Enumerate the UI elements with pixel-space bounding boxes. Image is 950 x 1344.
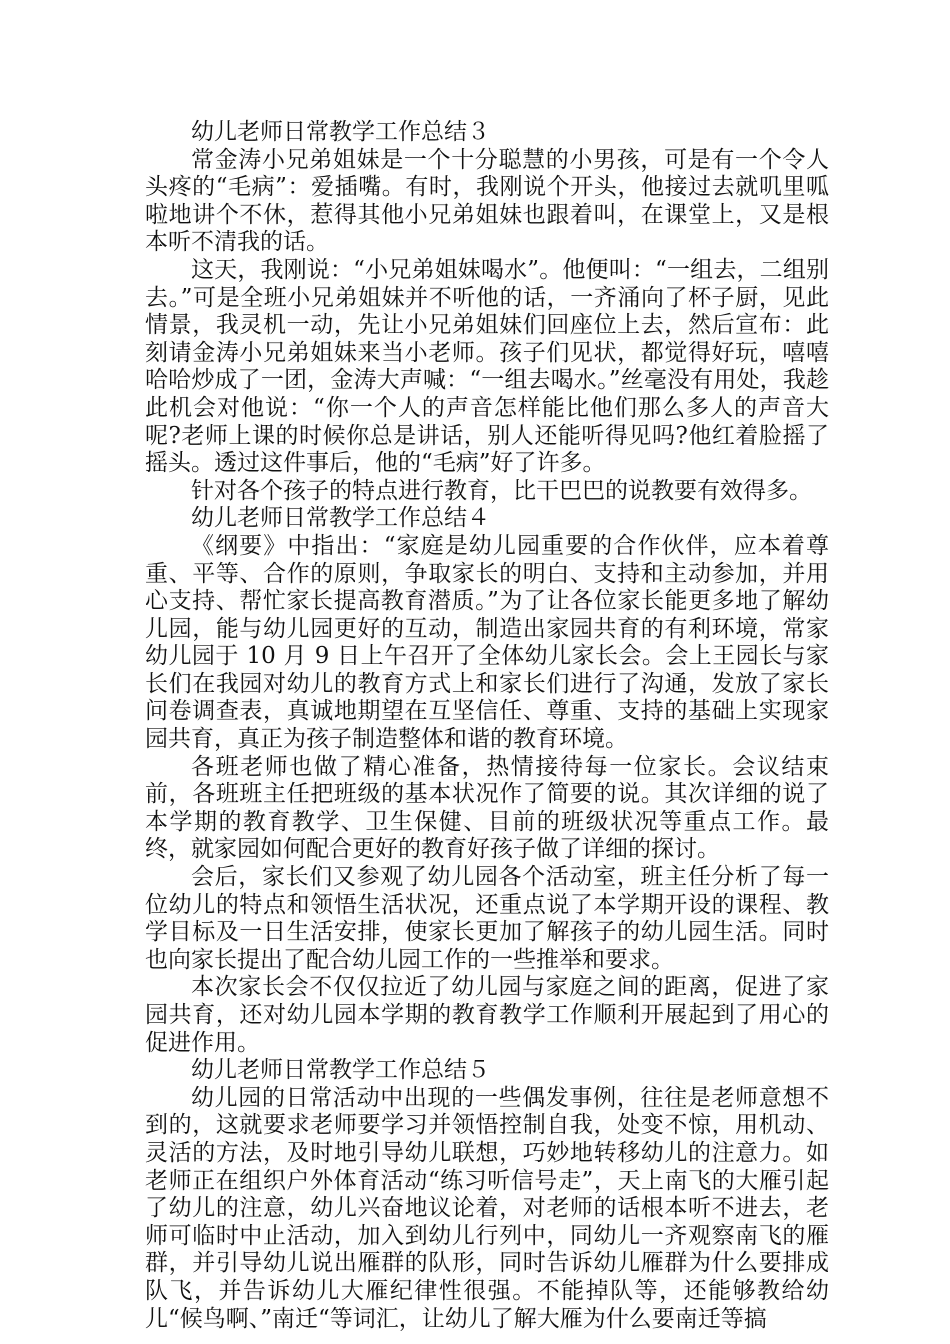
section-4-paragraph-1: 《纲要》中指出：“家庭是幼儿园重要的合作伙伴，应本着尊重、平等、合作的原则，争取家长的明白、支持和主动参加，并用心支持、帮忙家长提高教育潜质。”为了让各位家长能更多地了解幼儿园，能与幼儿园更好的互动，制造出家园共育的有利环境，常家幼儿园于 10 月 9 日上午召开了全体幼儿家长会。会上王园长与家长们在我园对幼儿的教育方式上和家长们进行了沟通，发放了家长问卷调查表，真诚地期望在互坚信任、尊重、支持的基础上实现家园共育，真正为孩子制造整体和谐的教育环境。 [145, 532, 829, 753]
section-3-paragraph-2: 这天，我刚说：“小兄弟姐妹喝水”。他便叫：“一组去，二组别去。”可是全班小兄弟姐妹并不听他的话，一齐涌向了杯子厨，见此情景，我灵机一动，先让小兄弟姐妹们回座位上去，然后宣布：此刻请金涛小兄弟姐妹来当小老师。孩子们见状，都觉得好玩，嘻嘻哈哈炒成了一团，金涛大声喊：“一组去喝水。”丝毫没有用处，我趁此机会对他说：“你一个人的声音怎样能比他们那么多人的声音大呢?老师上课的时候你总是讲话，别人还能听得见吗?他红着脸摇了摇头。透过这件事后，他的“毛病”好了许多。 [145, 256, 829, 477]
section-3-paragraph-1: 常金涛小兄弟姐妹是一个十分聪慧的小男孩，可是有一个令人头疼的“毛病”：爱插嘴。有时，我刚说个开头，他接过去就叽里呱啦地讲个不休，惹得其他小兄弟姐妹也跟着叫，在课堂上，又是根本听不清我的话。 [145, 146, 829, 256]
section-4-paragraph-2: 各班老师也做了精心准备，热情接待每一位家长。会议结束前，各班班主任把班级的基本状况作了简要的说。其次详细的说了本学期的教育教学、卫生保健、目前的班级状况等重点工作。最终，就家园如何配合更好的教育好孩子做了详细的探讨。 [145, 753, 829, 863]
section-4-paragraph-3: 会后，家长们又参观了幼儿园各个活动室，班主任分析了每一位幼儿的特点和领悟生活状况，还重点说了本学期开设的课程、教学目标及一日生活安排，使家长更加了解孩子的幼儿园生活。同时也向家长提出了配合幼儿园工作的一些推举和要求。 [145, 864, 829, 973]
document-page [145, 119, 829, 1333]
section-3-title: 幼儿老师日常教学工作总结３ [191, 119, 490, 145]
section-3-paragraph-3: 针对各个孩子的特点进行教育，比干巴巴的说教要有效得多。 [191, 477, 812, 504]
section-5-paragraph-1: 幼儿园的日常活动中出现的一些偶发事例，往往是老师意想不到的，这就要求老师要学习并领悟控制自我，处变不惊，用机动、灵活的方法，及时地引导幼儿联想，巧妙地转移幼儿的注意力。如老师正在组织户外体育活动“练习听信号走”，天上南飞的大雁引起了幼儿的注意，幼儿兴奋地议论着，对老师的话根本听不进去，老师可临时中止活动，加入到幼儿行列中，同幼儿一齐观察南飞的雁群，并引导幼儿说出雁群的队形，同时告诉幼儿雁群为什么要排成队飞，并告诉幼儿大雁纪律性很强。不能掉队等，还能够教给幼儿“候鸟啊、”南迁“等词汇，让幼儿了解大雁为什么要南迁等搞 [145, 1084, 829, 1332]
section-4-paragraph-4: 本次家长会不仅仅拉近了幼儿园与家庭之间的距离，促进了家园共育，还对幼儿园本学期的教育教学工作顺利开展起到了用心的促进作用。 [145, 974, 829, 1056]
section-4-title: 幼儿老师日常教学工作总结４ [191, 505, 490, 532]
section-5-title: 幼儿老师日常教学工作总结５ [191, 1057, 490, 1084]
